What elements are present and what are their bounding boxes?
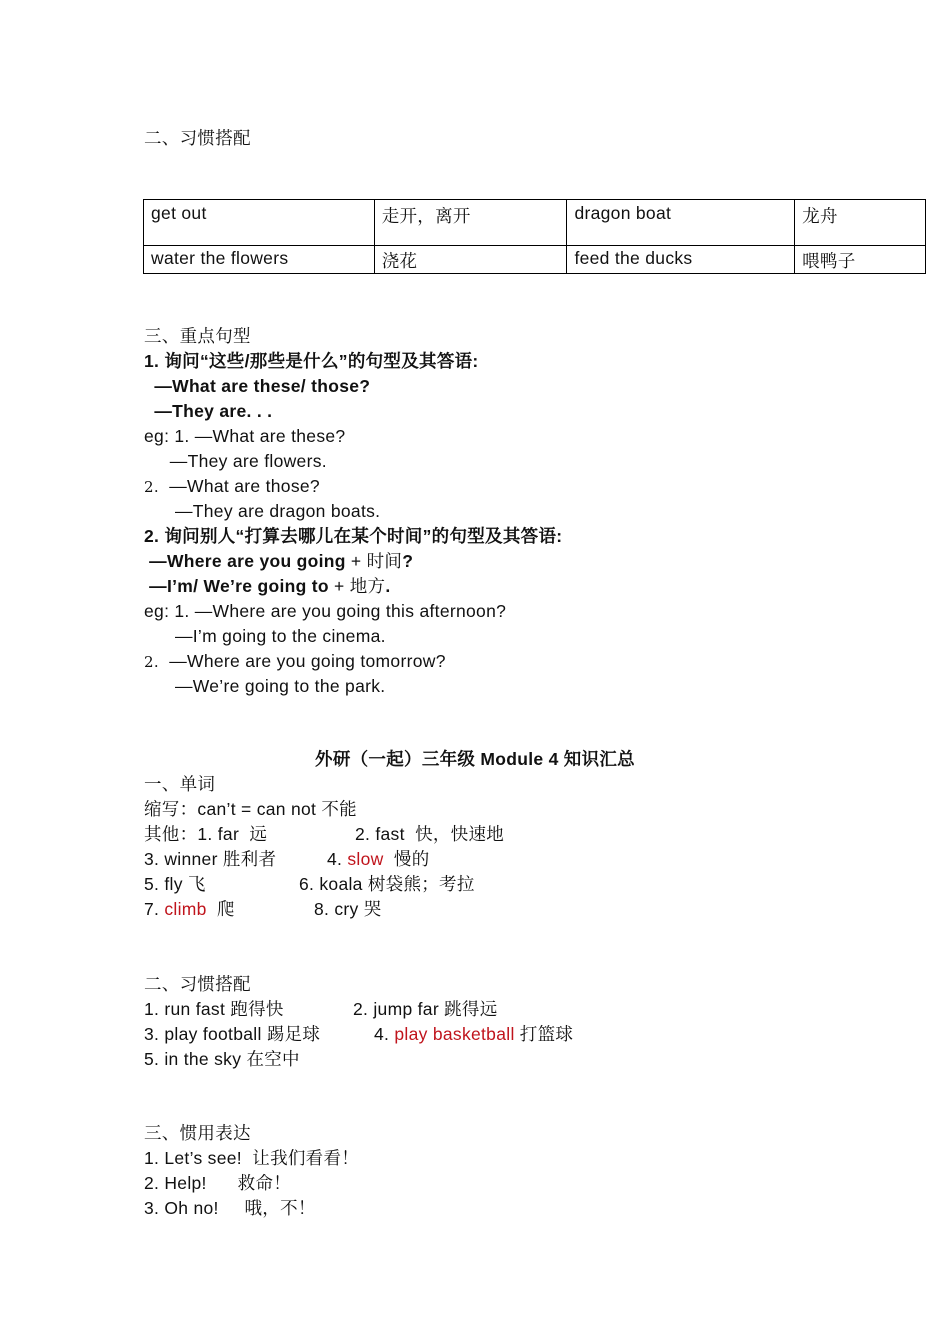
table-cell: feed the ducks xyxy=(567,246,795,274)
expression-item: 2. Help! 救命！ xyxy=(144,1173,292,1193)
table-cell: 浇花 xyxy=(374,246,567,274)
item-number: 7. xyxy=(144,899,165,919)
item-number: 4. xyxy=(374,1024,395,1044)
pattern-placeholder: + 地方 xyxy=(334,576,386,596)
pattern-2-example-2 xyxy=(144,650,446,673)
pattern-text: —I’m/ We’re going to xyxy=(144,576,335,596)
word-item: 其他：1. far 远 xyxy=(144,824,268,844)
collocation-item: 2. jump far 跳得远 xyxy=(353,999,498,1019)
word-item: 2. fast 快，快速地 xyxy=(355,824,505,844)
table-row xyxy=(144,246,926,274)
collocation-item: 3. play football 踢足球 xyxy=(144,1024,321,1044)
section-heading-words: 一、单词 xyxy=(144,774,216,794)
pattern-1-example-1-answer: —They are flowers. xyxy=(144,451,327,471)
collocation-item: 5. in the sky 在空中 xyxy=(144,1049,300,1069)
section-heading-key-sentences: 三、重点句型 xyxy=(144,326,251,346)
pattern-1-example-2-answer: —They are dragon boats. xyxy=(144,501,381,521)
table-cell: water the flowers xyxy=(144,246,375,274)
pattern-2-answer xyxy=(144,575,391,597)
pattern-text: —Where are you going xyxy=(144,551,351,571)
pattern-punct: . xyxy=(385,576,391,596)
section-heading-expressions: 三、惯用表达 xyxy=(144,1123,251,1143)
pattern-2-example-1-answer: —I’m going to the cinema. xyxy=(144,626,386,646)
abbreviation-line: 缩写：can’t = can not 不能 xyxy=(144,799,357,819)
pattern-1-title: 1. 询问“这些/那些是什么”的句型及其答语: xyxy=(144,351,479,371)
pattern-1-question: —What are these/ those? xyxy=(144,376,371,396)
pattern-1-example-2 xyxy=(144,475,320,498)
vocab-table xyxy=(143,199,926,274)
highlighted-word: climb xyxy=(164,899,207,919)
word-item: 6. koala 树袋熊；考拉 xyxy=(299,874,475,894)
word-item: 3. winner 胜利者 xyxy=(144,849,277,869)
collocation-item xyxy=(374,1023,573,1045)
pattern-2-example-1-question: eg: 1. —Where are you going this afternoon? xyxy=(144,601,507,621)
table-cell: 喂鸭子 xyxy=(795,246,926,274)
item-meaning: 打篮球 xyxy=(514,1024,574,1044)
pattern-2-question xyxy=(144,550,413,572)
expression-item: 3. Oh no! 哦，不！ xyxy=(144,1198,316,1218)
pattern-2-example-2-answer: —We’re going to the park. xyxy=(144,676,386,696)
section-heading-collocations: 二、习惯搭配 xyxy=(144,128,251,148)
table-row xyxy=(144,200,926,246)
example-number: 2. xyxy=(144,478,159,496)
item-meaning: 爬 xyxy=(206,899,235,919)
table-cell: dragon boat xyxy=(567,200,795,246)
module-4-title: 外研（一起）三年级 Module 4 知识汇总 xyxy=(315,749,635,769)
table-cell: 走开，离开 xyxy=(374,200,567,246)
pattern-1-answer: —They are. . . xyxy=(144,401,273,421)
pattern-punct: ? xyxy=(402,551,414,571)
expression-item: 1. Let’s see! 让我们看看！ xyxy=(144,1148,360,1168)
word-item xyxy=(327,848,430,870)
table-cell: get out xyxy=(144,200,375,246)
word-item: 5. fly 飞 xyxy=(144,874,206,894)
pattern-1-example-1-question: eg: 1. —What are these? xyxy=(144,426,346,446)
pattern-2-title: 2. 询问别人“打算去哪儿在某个时间”的句型及其答语: xyxy=(144,526,563,546)
example-number: 2. xyxy=(144,653,159,671)
highlighted-word: slow xyxy=(347,849,384,869)
collocation-item: 1. run fast 跑得快 xyxy=(144,999,284,1019)
section-heading-collocations-m4: 二、习惯搭配 xyxy=(144,974,251,994)
highlighted-phrase: play basketball xyxy=(394,1024,515,1044)
word-item: 8. cry 哭 xyxy=(314,899,382,919)
example-question: —Where are you going tomorrow? xyxy=(158,651,446,671)
pattern-placeholder: + 时间 xyxy=(350,551,403,571)
item-number: 4. xyxy=(327,849,348,869)
example-question: —What are those? xyxy=(158,476,320,496)
table-cell: 龙舟 xyxy=(795,200,926,246)
word-item xyxy=(144,898,235,920)
item-meaning: 慢的 xyxy=(383,849,430,869)
